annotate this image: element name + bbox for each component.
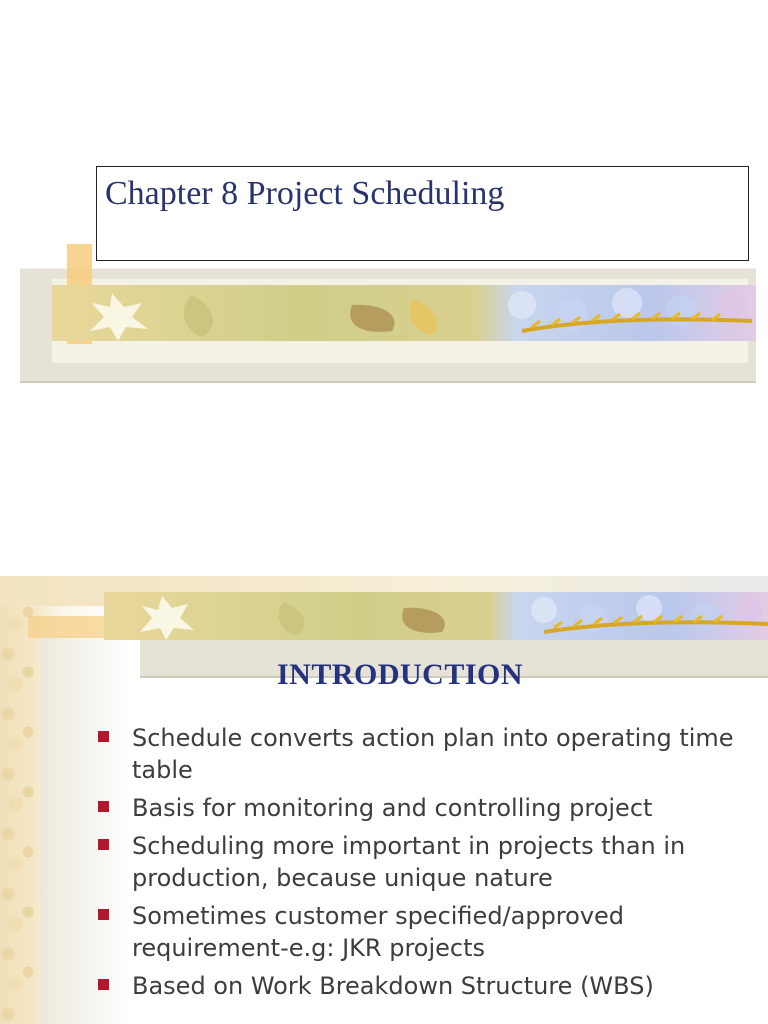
leaf-flower-banner-image (52, 285, 756, 341)
list-item (96, 900, 746, 964)
list-item (96, 970, 746, 1002)
list-item (96, 830, 746, 894)
list-item (96, 722, 746, 786)
list-item-text: Schedule converts action plan into operating time table (132, 724, 734, 784)
bullet-list (96, 722, 746, 1008)
leaf-flower-banner-image (104, 592, 768, 640)
bullet-square-icon (98, 979, 109, 990)
paper-texture (0, 576, 40, 1024)
slide-introduction (0, 576, 768, 1024)
title-box (96, 166, 749, 261)
bullet-square-icon (98, 801, 109, 812)
slide-title-text: Chapter 8 Project Scheduling (105, 175, 505, 212)
bullet-square-icon (98, 839, 109, 850)
list-item (96, 792, 746, 824)
slide-heading: INTRODUCTION (276, 658, 524, 691)
list-item-text: Based on Work Breakdown Structure (WBS) (132, 972, 654, 1000)
bullet-square-icon (98, 731, 109, 742)
bullet-square-icon (98, 909, 109, 920)
list-item-text: Sometimes customer specified/approved requirement-e.g: JKR projects (132, 902, 625, 962)
list-item-text: Basis for monitoring and controlling project (132, 794, 653, 822)
list-item-text: Scheduling more important in projects than in production, because unique nature (132, 832, 686, 892)
